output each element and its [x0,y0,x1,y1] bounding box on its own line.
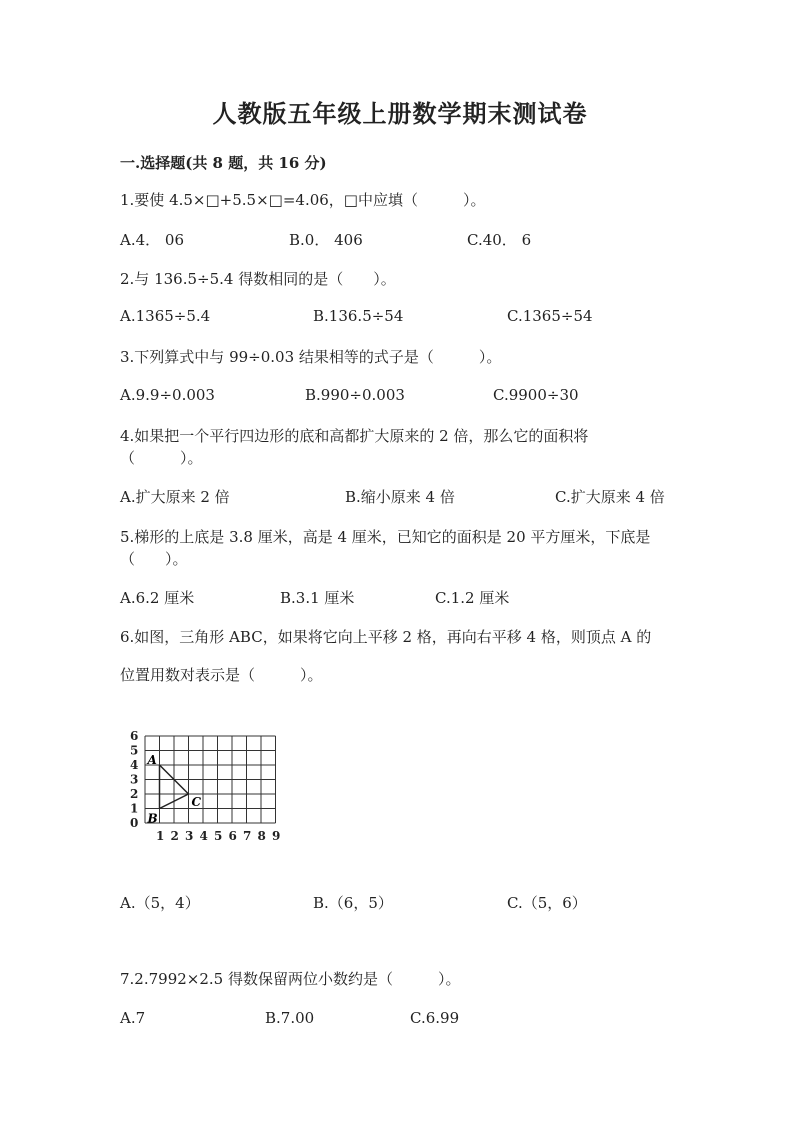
x-tick-label: 5 [214,829,223,843]
x-tick-label: 7 [243,829,252,843]
q2-option-a[interactable]: A.1365÷5.4 [120,307,211,325]
question-7-text: 7.2.7992×2.5 得数保留两位小数约是（ ）。 [120,970,461,988]
q4-option-b[interactable]: B.缩小原来 4 倍 [345,488,455,506]
y-tick-label: 6 [130,729,139,743]
vertex-label-b: B [147,811,158,826]
question-1-text: 1.要使 4.5×□+5.5×□=4.06，□中应填（ ）。 [120,191,486,209]
q3-option-a[interactable]: A.9.9÷0.003 [120,386,215,404]
q7-option-c[interactable]: C.6.99 [410,1009,460,1027]
question-3-text: 3.下列算式中与 99÷0.03 结果相等的式子是（ ）。 [120,348,502,366]
question-6-text: 6.如图，三角形 ABC，如果将它向上平移 2 格，再向右平移 4 格，则顶点 A 的 [120,628,652,646]
y-tick-label: 0 [130,816,139,830]
x-tick-label: 4 [199,829,208,843]
question-6-text-cont: 位置用数对表示是（ ）。 [120,666,323,684]
x-tick-label: 9 [272,829,281,843]
x-tick-label: 1 [156,829,165,843]
grid-svg [128,720,303,845]
y-tick-label: 4 [130,758,139,772]
q3-option-b[interactable]: B.990÷0.003 [305,386,405,404]
q4-option-c[interactable]: C.扩大原来 4 倍 [555,488,665,506]
x-tick-label: 8 [257,829,266,843]
section-heading: 一.选择题(共 8 题，共 16 分) [120,154,327,172]
q2-option-b[interactable]: B.136.5÷54 [313,307,404,325]
q5-option-a[interactable]: A.6.2 厘米 [120,589,195,607]
x-tick-label: 2 [170,829,179,843]
question-5-text-cont: （ ）。 [120,550,188,568]
q6-option-b[interactable]: B.（6，5） [313,894,393,912]
q7-option-b[interactable]: B.7.00 [265,1009,315,1027]
q6-option-c[interactable]: C.（5，6） [507,894,587,912]
q5-option-c[interactable]: C.1.2 厘米 [435,589,510,607]
grid-figure [128,720,303,849]
page-title: 人教版五年级上册数学期末测试卷 [212,99,588,128]
q1-option-a[interactable]: A.4． 06 [120,231,184,249]
q7-option-a[interactable]: A.7 [120,1009,146,1027]
question-5-text: 5.梯形的上底是 3.8 厘米，高是 4 厘米，已知它的面积是 20 平方厘米，下底是 [120,528,651,546]
question-2-text: 2.与 136.5÷5.4 得数相同的是（ ）。 [120,270,396,288]
q1-option-c[interactable]: C.40． 6 [467,231,532,249]
x-tick-label: 3 [185,829,194,843]
y-tick-label: 1 [130,801,139,816]
vertex-label-a: A [147,753,157,767]
x-tick-label: 6 [228,829,237,843]
question-4-text: 4.如果把一个平行四边形的底和高都扩大原来的 2 倍，那么它的面积将 [120,427,589,445]
question-4-text-cont: （ ）。 [120,449,203,467]
y-tick-label: 2 [130,787,139,801]
y-tick-label: 3 [130,772,139,787]
q2-option-c[interactable]: C.1365÷54 [507,307,593,325]
q5-option-b[interactable]: B.3.1 厘米 [280,589,355,607]
vertex-label-c: C [191,795,202,809]
q3-option-c[interactable]: C.9900÷30 [493,386,579,404]
y-tick-label: 5 [130,743,139,758]
q4-option-a[interactable]: A.扩大原来 2 倍 [120,488,230,506]
q1-option-b[interactable]: B.0． 406 [289,231,363,249]
q6-option-a[interactable]: A.（5，4） [120,894,200,912]
